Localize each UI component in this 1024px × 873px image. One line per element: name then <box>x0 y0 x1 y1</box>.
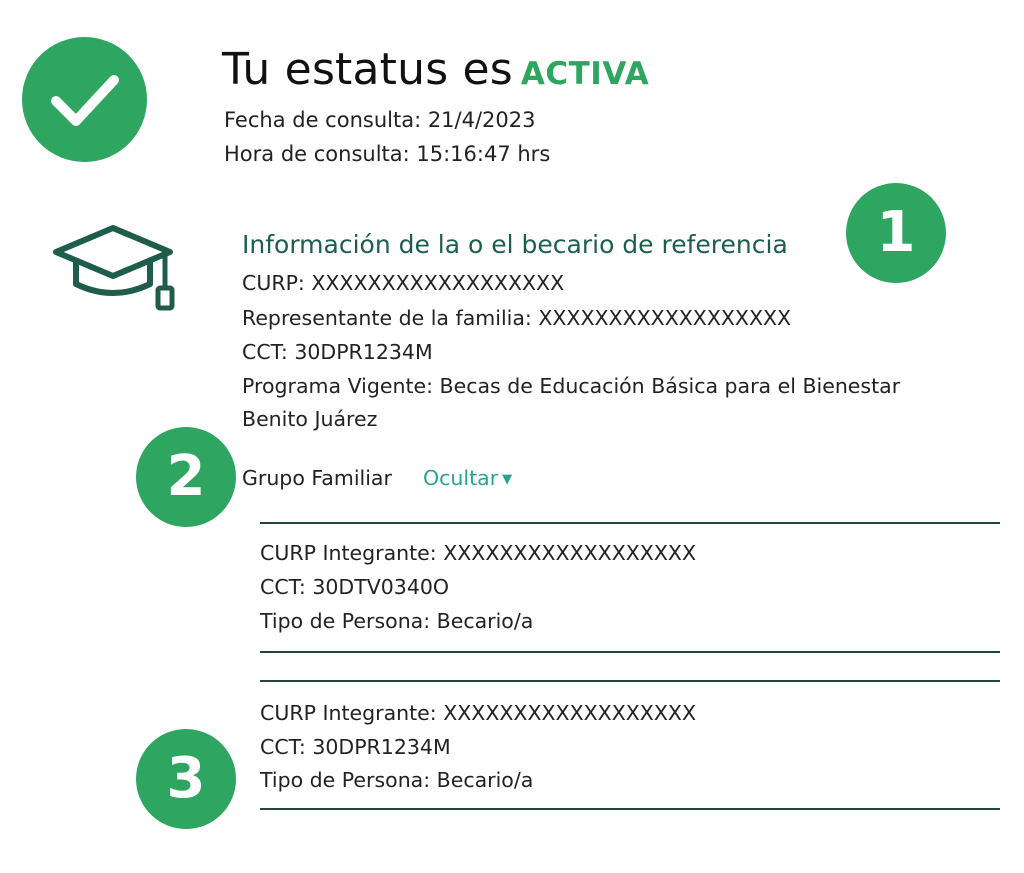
reference-program-line1: Programa Vigente: Becas de Educación Básica para el Bienestar <box>242 374 901 398</box>
member-2-cct: CCT: 30DPR1234M <box>260 735 451 759</box>
consultation-time: Hora de consulta: 15:16:47 hrs <box>224 142 551 166</box>
marker-1: 1 <box>846 183 946 283</box>
member-1-curp: CURP Integrante: XXXXXXXXXXXXXXXXXX <box>260 541 696 565</box>
member-1-cct: CCT: 30DTV0340O <box>260 575 450 599</box>
marker-3: 3 <box>136 729 236 829</box>
divider <box>260 651 1000 653</box>
status-label: Tu estatus es <box>222 44 513 95</box>
member-2-curp: CURP Integrante: XXXXXXXXXXXXXXXXXX <box>260 701 696 725</box>
status-title <box>222 44 649 95</box>
family-group-label: Grupo Familiar <box>242 466 392 490</box>
reference-section-title: Información de la o el becario de referencia <box>242 230 788 259</box>
toggle-label: Ocultar <box>423 466 499 490</box>
status-value: ACTIVA <box>520 56 650 92</box>
reference-representative: Representante de la familia: XXXXXXXXXXXXXXXXXX <box>242 306 792 330</box>
member-2-person-type: Tipo de Persona: Becario/a <box>260 768 534 792</box>
divider <box>260 522 1000 524</box>
check-icon <box>22 37 147 162</box>
hide-family-toggle[interactable] <box>423 466 512 490</box>
chevron-down-icon: ▼ <box>502 472 513 487</box>
reference-cct: CCT: 30DPR1234M <box>242 340 433 364</box>
consultation-date: Fecha de consulta: 21/4/2023 <box>224 108 536 132</box>
member-1-person-type: Tipo de Persona: Becario/a <box>260 609 534 633</box>
divider <box>260 680 1000 682</box>
marker-2: 2 <box>136 427 236 527</box>
reference-program-line2: Benito Juárez <box>242 407 378 431</box>
reference-curp: CURP: XXXXXXXXXXXXXXXXXX <box>242 271 565 295</box>
graduation-cap-icon <box>48 222 178 314</box>
divider <box>260 808 1000 810</box>
